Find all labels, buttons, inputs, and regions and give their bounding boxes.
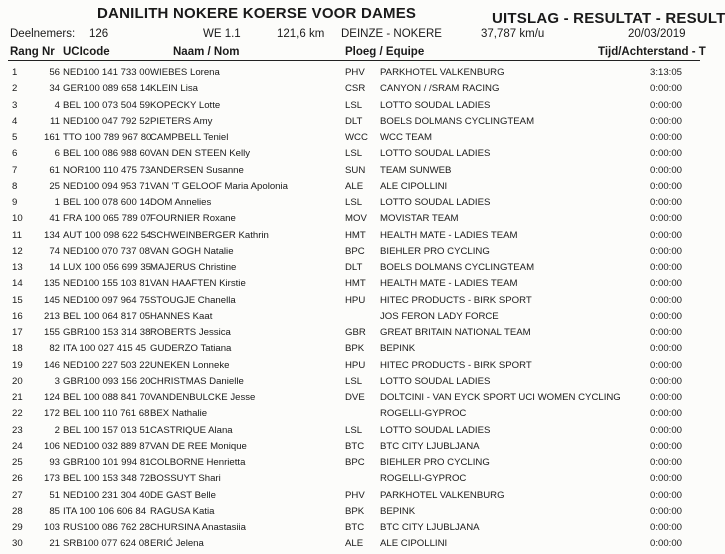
time-cell: 0:00:00 [649, 83, 682, 95]
uci-code-cell: BEL 100 088 841 70 [63, 392, 151, 403]
team-code-cell: ALE [345, 180, 364, 192]
uci-code-cell: NED100 097 964 75 [63, 294, 150, 306]
rider-name-cell: CHRISTMAS Danielle [150, 375, 244, 387]
uci-code-cell: BEL 100 073 504 59 [63, 99, 151, 111]
time-cell: 0:00:00 [649, 278, 682, 290]
team-code-cell: SUN [345, 164, 366, 176]
team-code-cell: LSL [345, 424, 363, 436]
rider-name-cell: UNEKEN Lonneke [150, 359, 230, 371]
rider-name-cell: CASTRIQUE Alana [150, 424, 233, 436]
table-row [0, 440, 700, 456]
table-row [0, 489, 700, 505]
uci-code-cell: TTO 100 789 967 80 [63, 132, 152, 143]
time-cell: 0:00:00 [649, 310, 682, 322]
bib-number-cell: 145 [43, 294, 60, 306]
team-code-cell: HMT [345, 278, 366, 290]
team-code-cell: LSL [345, 197, 363, 208]
race-title: DANILITH NOKERE KOERSE VOOR DAMES [97, 5, 417, 22]
team-code-cell: WCC [345, 132, 368, 143]
rider-name-cell: CAMPBELL Teniel [150, 132, 229, 143]
column-uci: UCIcode [63, 46, 110, 58]
race-distance: 121,6 km [277, 28, 325, 40]
team-name-cell: ALE CIPOLLINI [380, 180, 448, 192]
team-name-cell: BOELS DOLMANS CYCLINGTEAM [380, 115, 535, 127]
uci-code-cell: BEL 100 110 761 68 [63, 408, 150, 420]
time-cell: 0:00:00 [649, 115, 682, 127]
table-row [0, 99, 700, 115]
team-name-cell: TEAM SUNWEB [380, 164, 452, 176]
time-cell: 0:00:00 [649, 294, 682, 306]
team-name-cell: DOLTCINI - VAN EYCK SPORT UCI WOMEN CYCLING [380, 392, 621, 403]
team-name-cell: ALE CIPOLLINI [380, 538, 448, 550]
bib-number-cell: 14 [49, 262, 60, 273]
team-code-cell: DLT [345, 115, 363, 127]
team-name-cell: BIEHLER PRO CYCLING [380, 457, 490, 468]
rider-name-cell: ERIĆ Jelena [150, 538, 204, 550]
rank-cell: 22 [12, 408, 23, 420]
bib-number-cell: 21 [49, 538, 60, 550]
rider-name-cell: GUDERZO Tatiana [150, 343, 232, 355]
rank-cell: 29 [12, 522, 23, 533]
rider-name-cell: BOSSUYT Shari [150, 473, 221, 485]
rider-name-cell: KLEIN Lisa [150, 83, 198, 95]
column-tijd: Tijd/Achterstand - T [598, 46, 706, 58]
uci-code-cell: RUS100 086 762 28 [63, 522, 150, 533]
team-name-cell: LOTTO SOUDAL LADIES [380, 197, 491, 208]
bib-number-cell: 1 [54, 197, 60, 208]
table-row [0, 391, 700, 407]
rank-cell: 28 [12, 505, 23, 517]
results-table [0, 66, 700, 554]
rank-cell: 12 [12, 245, 23, 257]
bib-number-cell: 4 [54, 99, 60, 111]
time-cell: 0:00:00 [649, 148, 682, 160]
rider-name-cell: VAN DEN STEEN Kelly [150, 148, 251, 160]
column-rang: Rang Nr [10, 46, 55, 58]
table-row [0, 342, 700, 358]
table-row [0, 407, 700, 423]
rider-name-cell: RAGUSA Katia [150, 505, 215, 517]
bib-number-cell: 41 [49, 213, 60, 225]
rider-name-cell: VAN GOGH Natalie [150, 245, 234, 257]
uci-code-cell: GBR100 153 314 38 [63, 327, 151, 338]
bib-number-cell: 161 [43, 132, 60, 143]
rider-name-cell: CHURSINA Anastasiia [150, 522, 246, 533]
column-naam: Naam / Nom [173, 46, 240, 58]
uci-code-cell: BEL 100 153 348 72 [63, 473, 151, 485]
team-name-cell: LOTTO SOUDAL LADIES [380, 99, 491, 111]
rank-cell: 5 [12, 132, 18, 143]
rider-name-cell: SCHWEINBERGER Kathrin [150, 229, 269, 241]
time-cell: 0:00:00 [649, 375, 682, 387]
rank-cell: 2 [12, 83, 18, 95]
table-row [0, 424, 700, 440]
rank-cell: 14 [12, 278, 23, 290]
team-name-cell: LOTTO SOUDAL LADIES [380, 148, 491, 160]
rank-cell: 27 [12, 489, 23, 501]
team-name-cell: HITEC PRODUCTS - BIRK SPORT [380, 359, 532, 371]
rider-name-cell: KOPECKY Lotte [150, 99, 221, 111]
race-category: WE 1.1 [203, 28, 241, 40]
uci-code-cell: NED100 047 792 52 [63, 115, 150, 127]
team-name-cell: BTC CITY LJUBLJANA [380, 440, 480, 452]
rank-cell: 24 [12, 440, 23, 452]
rank-cell: 15 [12, 294, 23, 306]
table-row [0, 131, 700, 147]
time-cell: 0:00:00 [649, 262, 682, 273]
table-row [0, 212, 700, 228]
time-cell: 0:00:00 [649, 343, 682, 355]
time-cell: 0:00:00 [649, 164, 682, 176]
bib-number-cell: 93 [49, 457, 60, 468]
uci-code-cell: NED100 141 733 00 [63, 67, 150, 78]
uci-code-cell: GBR100 101 994 81 [63, 457, 151, 468]
uci-code-cell: SRB100 077 624 08 [63, 538, 150, 550]
bib-number-cell: 135 [43, 278, 60, 290]
time-cell: 0:00:00 [649, 213, 682, 225]
team-name-cell: GREAT BRITAIN NATIONAL TEAM [380, 327, 531, 338]
team-name-cell: BTC CITY LJUBLJANA [380, 522, 480, 533]
team-code-cell: PHV [345, 67, 365, 78]
uci-code-cell: NED100 070 737 08 [63, 245, 150, 257]
uci-code-cell: LUX 100 056 699 35 [63, 262, 152, 273]
rider-name-cell: VAN 'T GELOOF Maria Apolonia [150, 180, 288, 192]
rank-cell: 3 [12, 99, 18, 111]
rank-cell: 30 [12, 538, 23, 550]
uci-code-cell: NOR100 110 475 73 [63, 164, 151, 176]
result-title: UITSLAG - RESULTAT - RESULT [492, 10, 725, 27]
table-row [0, 310, 700, 326]
rank-cell: 21 [12, 392, 23, 403]
table-row [0, 261, 700, 277]
uci-code-cell: ITA 100 106 606 84 [63, 505, 147, 517]
team-code-cell: LSL [345, 148, 363, 160]
bib-number-cell: 61 [49, 164, 60, 176]
table-row [0, 326, 700, 342]
team-code-cell: LSL [345, 99, 363, 111]
bib-number-cell: 155 [43, 327, 60, 338]
time-cell: 0:00:00 [649, 538, 682, 550]
rider-name-cell: WIEBES Lorena [150, 67, 220, 78]
time-cell: 0:00:00 [649, 197, 682, 208]
time-cell: 0:00:00 [649, 180, 682, 192]
rank-cell: 23 [12, 424, 23, 436]
team-code-cell: BTC [345, 522, 365, 533]
table-row [0, 277, 700, 293]
rider-name-cell: VAN DE REE Monique [150, 440, 247, 452]
rank-cell: 8 [12, 180, 18, 192]
team-code-cell: ALE [345, 538, 364, 550]
time-cell: 0:00:00 [649, 392, 682, 403]
team-name-cell: CANYON / /SRAM RACING [380, 83, 500, 95]
table-row [0, 196, 700, 212]
bib-number-cell: 134 [43, 229, 60, 241]
rider-name-cell: VAN HAAFTEN Kirstie [150, 278, 246, 290]
rank-cell: 10 [12, 213, 23, 225]
participants-label: Deelnemers: [10, 28, 76, 40]
table-row [0, 472, 700, 488]
time-cell: 0:00:00 [649, 99, 682, 111]
team-code-cell: HMT [345, 229, 366, 241]
team-code-cell: CSR [345, 83, 366, 95]
time-cell: 0:00:00 [649, 408, 682, 420]
team-code-cell: DVE [345, 392, 365, 403]
rider-name-cell: PIETERS Amy [150, 115, 213, 127]
team-name-cell: BOELS DOLMANS CYCLINGTEAM [380, 262, 535, 273]
team-name-cell: BEPINK [380, 343, 416, 355]
rider-name-cell: ROBERTS Jessica [150, 327, 231, 338]
race-route: DEINZE - NOKERE [341, 28, 442, 40]
bib-number-cell: 106 [43, 440, 60, 452]
team-code-cell: MOV [345, 213, 367, 225]
rider-name-cell: VANDENBULCKE Jesse [150, 392, 256, 403]
team-code-cell: BPK [345, 343, 365, 355]
time-cell: 3:13:05 [649, 67, 682, 78]
time-cell: 0:00:00 [649, 522, 682, 533]
uci-code-cell: BEL 100 157 013 51 [63, 424, 151, 436]
rank-cell: 6 [12, 148, 18, 160]
time-cell: 0:00:00 [649, 440, 682, 452]
team-code-cell: LSL [345, 375, 363, 387]
table-row [0, 294, 700, 310]
rank-cell: 9 [12, 197, 18, 208]
uci-code-cell: BEL 100 086 988 60 [63, 148, 151, 160]
bib-number-cell: 25 [49, 180, 60, 192]
uci-code-cell: ITA 100 027 415 45 [63, 343, 147, 355]
team-name-cell: PARKHOTEL VALKENBURG [380, 489, 505, 501]
table-row [0, 245, 700, 261]
team-name-cell: HITEC PRODUCTS - BIRK SPORT [380, 294, 532, 306]
rank-cell: 16 [12, 310, 23, 322]
rider-name-cell: STOUGJE Chanella [150, 294, 236, 306]
uci-code-cell: GER100 089 658 14 [63, 83, 151, 95]
team-name-cell: WCC TEAM [380, 132, 433, 143]
rank-cell: 18 [12, 343, 23, 355]
bib-number-cell: 124 [43, 392, 60, 403]
team-code-cell: DLT [345, 262, 363, 273]
team-code-cell: BPC [345, 245, 365, 257]
table-row [0, 456, 700, 472]
bib-number-cell: 74 [49, 245, 60, 257]
time-cell: 0:00:00 [649, 327, 682, 338]
uci-code-cell: AUT 100 098 622 54 [63, 229, 152, 241]
uci-code-cell: NED100 231 304 40 [63, 489, 150, 501]
table-row [0, 375, 700, 391]
table-row [0, 505, 700, 521]
average-speed: 37,787 km/u [481, 28, 545, 40]
time-cell: 0:00:00 [649, 229, 682, 241]
team-name-cell: HEALTH MATE - LADIES TEAM [380, 278, 518, 290]
header-divider [8, 60, 700, 61]
bib-number-cell: 173 [43, 473, 60, 485]
table-row [0, 359, 700, 375]
table-row [0, 115, 700, 131]
bib-number-cell: 6 [54, 148, 60, 160]
rank-cell: 19 [12, 359, 23, 371]
uci-code-cell: BEL 100 078 600 14 [63, 197, 151, 208]
uci-code-cell: NED100 032 889 87 [63, 440, 150, 452]
bib-number-cell: 103 [43, 522, 60, 533]
bib-number-cell: 213 [43, 310, 60, 322]
bib-number-cell: 172 [43, 408, 60, 420]
team-code-cell: BPC [345, 457, 365, 468]
rank-cell: 11 [12, 229, 22, 241]
team-code-cell: PHV [345, 489, 365, 501]
rider-name-cell: ANDERSEN Susanne [150, 164, 244, 176]
table-row [0, 180, 700, 196]
rider-name-cell: MAJERUS Christine [150, 262, 237, 273]
bib-number-cell: 34 [49, 83, 60, 95]
bib-number-cell: 3 [54, 375, 60, 387]
team-name-cell: BIEHLER PRO CYCLING [380, 245, 490, 257]
bib-number-cell: 2 [54, 424, 60, 436]
rider-name-cell: BEX Nathalie [150, 408, 208, 420]
rank-cell: 17 [12, 327, 23, 338]
rank-cell: 7 [12, 164, 18, 176]
team-code-cell: GBR [345, 327, 366, 338]
rider-name-cell: DOM Annelies [150, 197, 212, 208]
team-name-cell: BEPINK [380, 505, 416, 517]
table-row [0, 164, 700, 180]
time-cell: 0:00:00 [649, 505, 682, 517]
rank-cell: 4 [12, 115, 18, 127]
team-name-cell: PARKHOTEL VALKENBURG [380, 67, 505, 78]
uci-code-cell: GBR100 093 156 20 [63, 375, 151, 387]
time-cell: 0:00:00 [649, 359, 682, 371]
bib-number-cell: 146 [43, 359, 60, 371]
uci-code-cell: NED100 227 503 22 [63, 359, 150, 371]
team-code-cell: BPK [345, 505, 365, 517]
time-cell: 0:00:00 [649, 245, 682, 257]
rank-cell: 20 [12, 375, 23, 387]
column-ploeg: Ploeg / Equipe [345, 46, 425, 58]
team-name-cell: JOS FERON LADY FORCE [380, 310, 499, 322]
rider-name-cell: FOURNIER Roxane [150, 213, 236, 225]
uci-code-cell: FRA 100 065 789 07 [63, 213, 152, 225]
bib-number-cell: 56 [49, 67, 60, 78]
bib-number-cell: 82 [49, 343, 60, 355]
team-code-cell: HPU [345, 294, 366, 306]
rank-cell: 25 [12, 457, 23, 468]
table-row [0, 521, 700, 537]
table-row [0, 66, 700, 82]
uci-code-cell: NED100 155 103 81 [63, 278, 150, 290]
rank-cell: 13 [12, 262, 23, 273]
time-cell: 0:00:00 [649, 132, 682, 143]
uci-code-cell: BEL 100 064 817 05 [63, 310, 151, 322]
team-code-cell: HPU [345, 359, 366, 371]
time-cell: 0:00:00 [649, 489, 682, 501]
team-name-cell: ROGELLI-GYPROC [380, 473, 467, 485]
race-date: 20/03/2019 [628, 28, 686, 40]
team-code-cell: BTC [345, 440, 365, 452]
bib-number-cell: 51 [49, 489, 60, 501]
table-row [0, 537, 700, 553]
table-row [0, 82, 700, 98]
team-name-cell: LOTTO SOUDAL LADIES [380, 375, 491, 387]
team-name-cell: MOVISTAR TEAM [380, 213, 459, 225]
rider-name-cell: COLBORNE Henrietta [150, 457, 246, 468]
rank-cell: 26 [12, 473, 23, 485]
time-cell: 0:00:00 [649, 424, 682, 436]
rider-name-cell: HANNES Kaat [150, 310, 213, 322]
team-name-cell: LOTTO SOUDAL LADIES [380, 424, 491, 436]
table-row [0, 147, 700, 163]
time-cell: 0:00:00 [649, 457, 682, 468]
rider-name-cell: DE GAST Belle [150, 489, 216, 501]
uci-code-cell: NED100 094 953 71 [63, 180, 150, 192]
team-name-cell: HEALTH MATE - LADIES TEAM [380, 229, 518, 241]
rank-cell: 1 [12, 67, 18, 78]
participants-count: 126 [89, 28, 109, 40]
team-name-cell: ROGELLI-GYPROC [380, 408, 467, 420]
table-row [0, 229, 700, 245]
bib-number-cell: 85 [49, 505, 60, 517]
time-cell: 0:00:00 [649, 473, 682, 485]
bib-number-cell: 11 [50, 115, 60, 127]
